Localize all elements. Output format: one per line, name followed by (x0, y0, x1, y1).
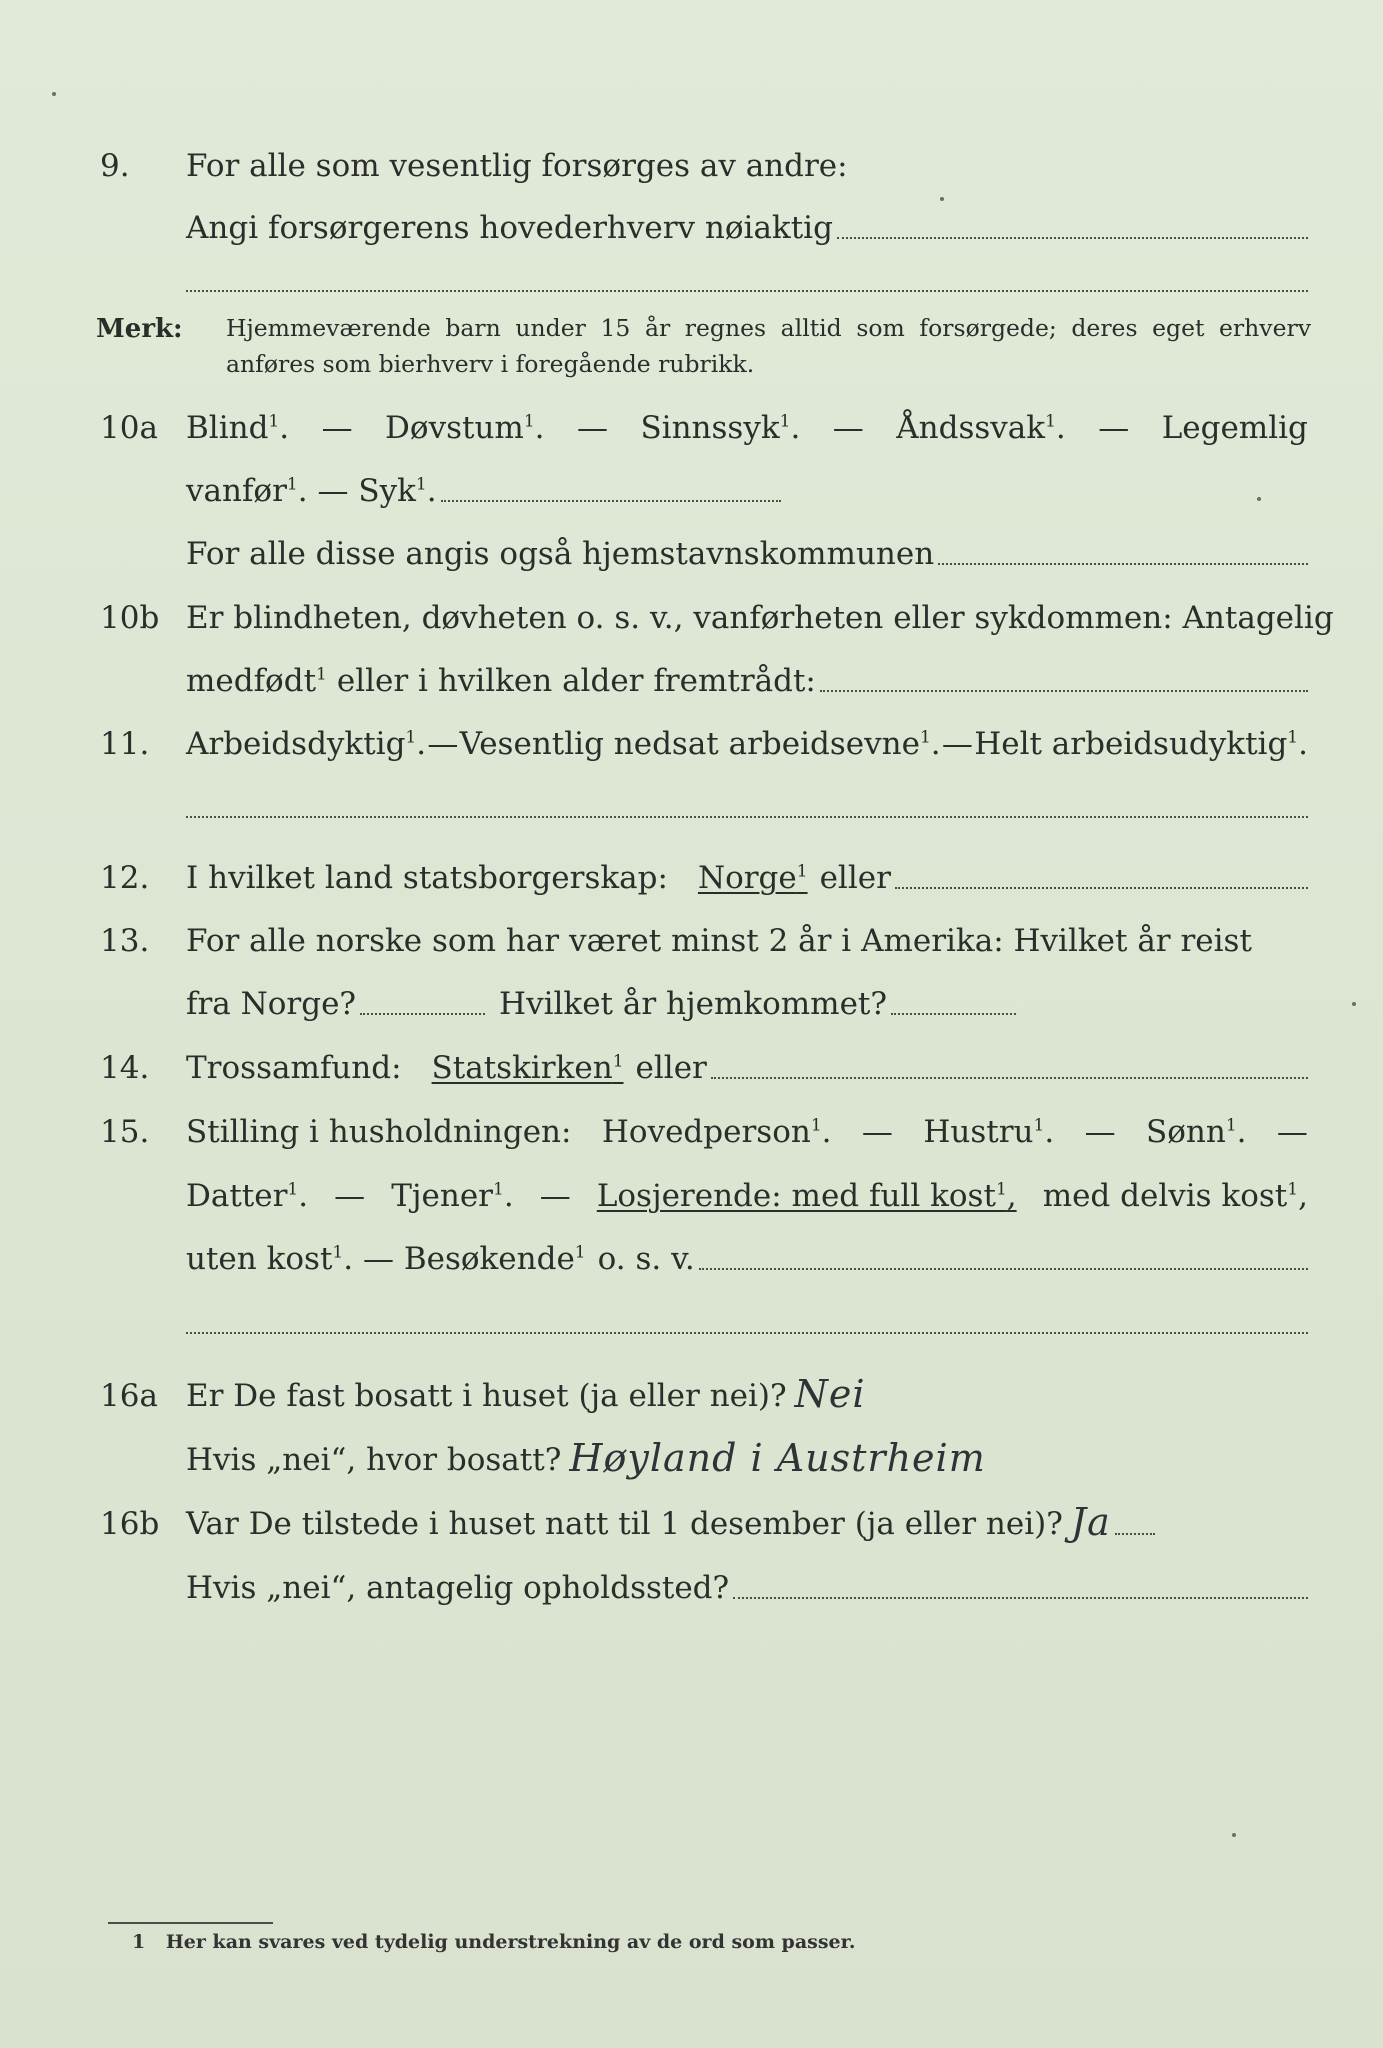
question-10b-age-label: eller i hvilken alder fremtrådt: (336, 663, 816, 699)
question-15-line3-row (0, 1223, 1383, 1283)
question-number: 9. (100, 148, 130, 184)
dash: — (576, 410, 608, 446)
question-14-label: Trossamfund: (186, 1050, 402, 1086)
question-10a-line2-row (0, 455, 1383, 515)
question-12-content (186, 860, 1308, 896)
answer-line[interactable] (186, 816, 1308, 818)
question-10b-row (0, 582, 1383, 642)
question-10a-line3-row (0, 518, 1383, 578)
question-13-return-label: Hvilket år hjemkommet? (499, 986, 888, 1022)
question-10a-hometown-label: For alle disse angis også hjemstavnskommunen (186, 536, 935, 572)
question-16b-line1 (186, 1500, 1308, 1542)
answer-line[interactable] (837, 237, 1308, 239)
question-13-row (0, 905, 1383, 965)
question-14-or: eller (635, 1050, 707, 1086)
question-number: 11. (100, 726, 150, 762)
option-andssvak[interactable]: Åndssvak$^1$. (896, 410, 1066, 446)
answer-line[interactable] (891, 1013, 1016, 1015)
question-10b-line1: Er blindheten, døvheten o. s. v., vanførheten eller sykdommen: Antagelig (186, 600, 1334, 636)
question-number: 15. (100, 1114, 150, 1150)
question-9-text-wrap (186, 148, 1308, 184)
dash: — (353, 1241, 404, 1277)
option-sonn[interactable]: Sønn$^1$. (1145, 1114, 1247, 1150)
question-9-line2-row (0, 192, 1383, 252)
answer-line[interactable] (895, 887, 1308, 889)
question-11-options (186, 726, 1308, 762)
question-13-line2-row (0, 968, 1383, 1028)
answer-line[interactable] (186, 1332, 1308, 1334)
option-norge[interactable]: Norge$^1$ (697, 860, 808, 896)
dash: — (832, 410, 864, 446)
answer-line[interactable] (938, 563, 1308, 565)
question-number: 10b (100, 600, 160, 636)
question-15-label: Stilling i husholdningen: (186, 1114, 572, 1150)
question-15-line1 (186, 1114, 1308, 1150)
question-16b-line2-row (0, 1552, 1383, 1612)
question-16b-row (0, 1488, 1383, 1548)
answer-line[interactable] (820, 690, 1308, 692)
question-13-line1: For alle norske som har været minst 2 år i Amerika: Hvilket år reist (186, 923, 1252, 959)
dash: — (1084, 1114, 1116, 1150)
question-number: 16b (100, 1506, 160, 1542)
question-12-row (0, 842, 1383, 902)
answer-line[interactable] (699, 1268, 1308, 1270)
note-label: Merk: (96, 314, 183, 344)
question-10b-line2-row (0, 645, 1383, 705)
answer-line[interactable] (711, 1077, 1308, 1079)
paper-speck (1352, 1002, 1356, 1006)
question-10a-options (186, 410, 1308, 446)
option-legemlig[interactable]: Legemlig (1161, 410, 1308, 446)
dash: — (334, 1178, 366, 1214)
question-16a-where-label: Hvis „nei“, hvor bosatt? (186, 1442, 562, 1478)
question-13-line2 (186, 986, 1308, 1022)
answer-line[interactable] (186, 290, 1308, 292)
question-9-row (0, 130, 1383, 190)
option-statskirken[interactable]: Statskirken$^1$ (431, 1050, 624, 1086)
note-text: Hjemmeværende barn under 15 år regnes alltid som forsørgede; deres eget erhverv anføres som bierhverv i foregående rubrikk. (226, 314, 1311, 378)
option-sinnssyk[interactable]: Sinnssyk$^1$. (640, 410, 801, 446)
option-hovedperson[interactable]: Hovedperson$^1$. (601, 1114, 832, 1150)
question-16b-label: Var De tilstede i huset natt til 1 desember (ja eller nei)? (186, 1506, 1063, 1542)
dash: — (427, 726, 459, 762)
option-arbeidsdyktig[interactable]: Arbeidsdyktig$^1$. (186, 726, 427, 762)
question-15-etc: o. s. v. (597, 1241, 695, 1277)
question-12-label: I hvilket land statsborgerskap: (186, 860, 668, 896)
handwritten-answer[interactable]: Høyland i Austrheim (569, 1436, 986, 1480)
footnote-mark: 1 (132, 1931, 146, 1953)
handwritten-answer[interactable]: Ja (1070, 1500, 1111, 1544)
answer-line[interactable] (1115, 1533, 1155, 1535)
question-14-row (0, 1032, 1383, 1092)
question-13-line1-wrap (186, 923, 1308, 959)
option-vanfor[interactable]: vanfør$^1$. (186, 473, 308, 509)
handwritten-answer[interactable]: Nei (794, 1372, 866, 1416)
answer-line[interactable] (360, 1013, 485, 1015)
dash: — (307, 473, 359, 509)
option-tjener[interactable]: Tjener$^1$. (391, 1178, 514, 1214)
option-losjerende-full-kost[interactable]: Losjerende: med full kost$^1$, (596, 1178, 1017, 1214)
option-syk[interactable]: Syk$^1$. (358, 473, 437, 509)
question-12-or: eller (819, 860, 891, 896)
dash: — (321, 410, 353, 446)
question-number: 13. (100, 923, 150, 959)
paper-speck (940, 197, 944, 201)
option-besokende[interactable]: Besøkende$^1$ (403, 1241, 586, 1277)
question-10a-line2 (186, 473, 1308, 509)
option-medfodt[interactable]: medfødt$^1$ (186, 663, 327, 699)
question-10b-line1-wrap (186, 600, 1334, 636)
dash: — (1098, 410, 1130, 446)
question-15-line2 (186, 1178, 1308, 1214)
option-datter[interactable]: Datter$^1$. (186, 1178, 309, 1214)
question-15-line2-row (0, 1160, 1383, 1220)
question-16a-line2 (186, 1436, 1308, 1478)
footnote (132, 1931, 856, 1953)
option-arbeidsudyktig[interactable]: Helt arbeidsudyktig$^1$. (974, 726, 1308, 762)
option-uten-kost[interactable]: uten kost$^1$. (186, 1241, 354, 1277)
question-13-left-label: fra Norge? (186, 986, 357, 1022)
question-9-line1: For alle som vesentlig forsørges av andre: (186, 148, 848, 184)
question-10a-line3 (186, 536, 1308, 572)
question-14-content (186, 1050, 1308, 1086)
answer-line[interactable] (441, 500, 781, 502)
question-9-line2-wrap (186, 210, 1308, 246)
question-11-row (0, 708, 1383, 768)
paper-speck (1232, 1833, 1236, 1837)
question-10a-row (0, 392, 1383, 452)
question-number: 12. (100, 860, 150, 896)
question-number: 10a (100, 410, 158, 446)
question-16a-label: Er De fast bosatt i huset (ja eller nei)? (186, 1378, 787, 1414)
option-nedsat-arbeidsevne[interactable]: Vesentlig nedsat arbeidsevne$^1$. (459, 726, 941, 762)
dash: — (1276, 1114, 1308, 1150)
paper-speck (52, 92, 56, 96)
footnote-rule (108, 1922, 273, 1924)
answer-line[interactable] (733, 1597, 1308, 1599)
paper-speck (1257, 497, 1261, 501)
dash: — (941, 726, 973, 762)
question-16a-row (0, 1360, 1383, 1420)
footnote-text: Her kan svares ved tydelig understrekning av de ord som passer. (165, 1931, 856, 1953)
question-number: 14. (100, 1050, 150, 1086)
option-hustru[interactable]: Hustru$^1$. (923, 1114, 1055, 1150)
option-dovstum[interactable]: Døvstum$^1$. (385, 410, 545, 446)
dash: — (539, 1178, 571, 1214)
option-blind[interactable]: Blind$^1$. (186, 410, 290, 446)
dash: — (861, 1114, 893, 1150)
question-10b-line2 (186, 663, 1308, 699)
question-15-line3 (186, 1241, 1308, 1277)
option-delvis-kost[interactable]: med delvis kost$^1$, (1042, 1178, 1308, 1214)
question-number: 16a (100, 1378, 158, 1414)
question-15-row (0, 1096, 1383, 1156)
question-16a-line1 (186, 1372, 1308, 1414)
question-9-line2: Angi forsørgerens hovederhverv nøiaktig (186, 210, 833, 246)
question-16b-whereabouts-label: Hvis „nei“, antagelig opholdssted? (186, 1570, 730, 1606)
question-16a-line2-row (0, 1424, 1383, 1484)
question-16b-line2 (186, 1570, 1308, 1606)
